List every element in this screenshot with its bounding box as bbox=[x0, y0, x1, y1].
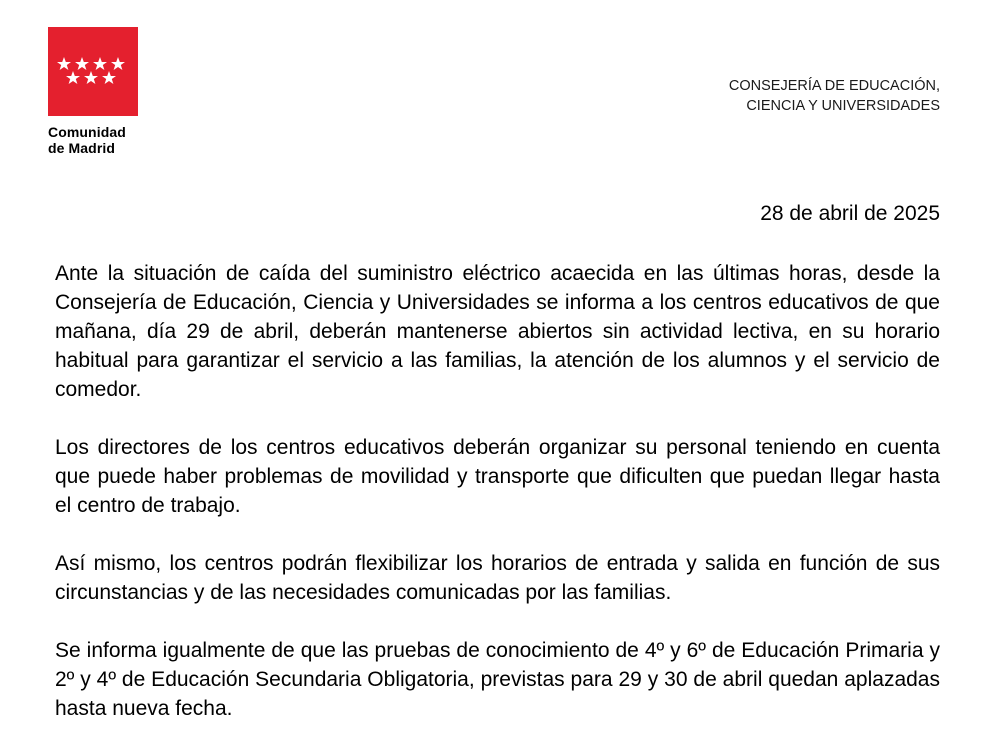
ministry-heading bbox=[729, 76, 940, 116]
seven-stars-icon bbox=[48, 27, 138, 116]
logo-text-line2: de Madrid bbox=[48, 140, 116, 156]
paragraph-4: Se informa igualmente de que las pruebas de conocimiento de 4º y 6º de Educación Primaria y 2º y 4º de Educación Secundaria Obligatoria, previstas para 29 y 30 de abril quedan aplazadas hasta nueva fecha. bbox=[55, 639, 940, 720]
logo-text-line1: Comunidad bbox=[48, 124, 126, 140]
document-date: 28 de abril de 2025 bbox=[760, 202, 940, 225]
logo-background bbox=[48, 27, 138, 116]
paragraph-1: Ante la situación de caída del suministro eléctrico acaecida en las últimas horas, desde la Consejería de Educación, Ciencia y Universidades se informa a los centros educativos de que mañana, día 29 de abril, deberán mantenerse abiertos sin actividad lectiva, en su horario habitual para garantizar el servicio a las familias, la atención de los alumnos y el servicio de comedor. bbox=[55, 262, 940, 401]
paragraph-2: Los directores de los centros educativos deberán organizar su personal teniendo en cuenta que puede haber problemas de movilidad y transporte que dificulten que puedan llegar hasta el centro de trabajo. bbox=[55, 436, 940, 517]
logo-text bbox=[48, 124, 138, 156]
logo-red-box bbox=[48, 27, 138, 116]
document-body bbox=[55, 259, 940, 752]
ministry-line2: CIENCIA Y UNIVERSIDADES bbox=[746, 98, 940, 114]
ministry-line1: CONSEJERÍA DE EDUCACIÓN, bbox=[728, 78, 940, 94]
comunidad-madrid-logo bbox=[48, 27, 138, 156]
paragraph-3: Así mismo, los centros podrán flexibilizar los horarios de entrada y salida en función de sus circunstancias y de las necesidades comunicadas por las familias. bbox=[55, 552, 940, 604]
